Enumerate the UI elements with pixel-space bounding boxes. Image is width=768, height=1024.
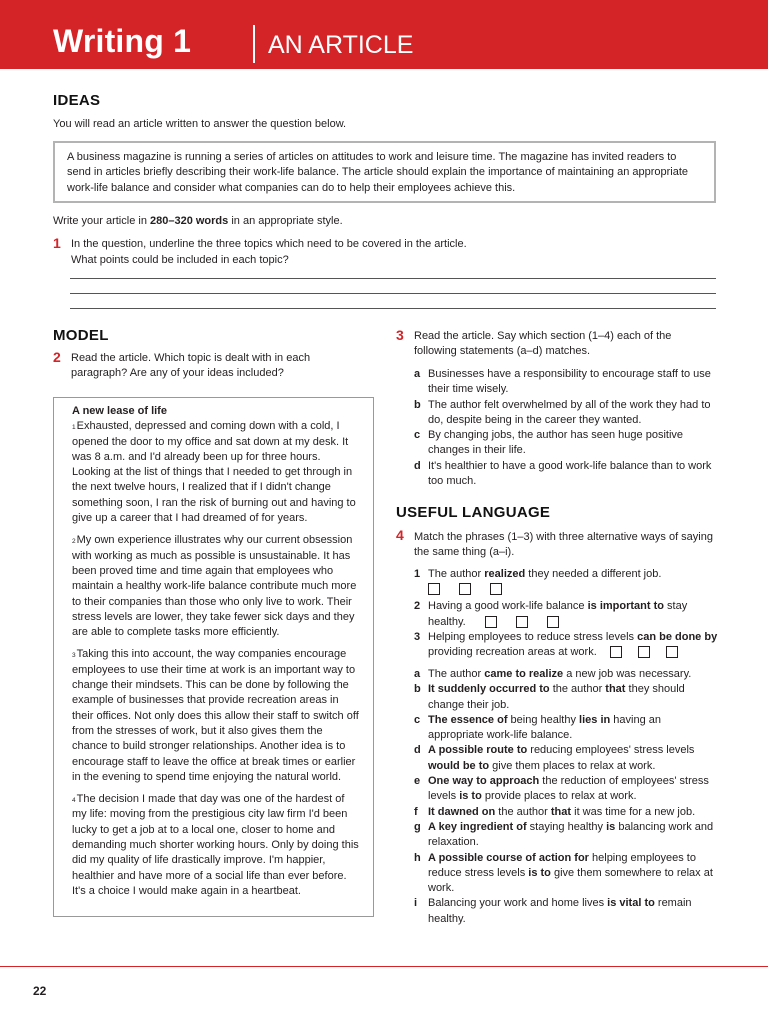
alternative-text: having an appropriate work-life balance.: [428, 713, 661, 742]
statement-d: [414, 459, 714, 490]
title-divider: [253, 25, 255, 63]
answer-checkbox[interactable]: [459, 583, 471, 595]
statement-text: By changing jobs, the author has seen huge positive changes in their life.: [428, 429, 684, 457]
phrase-number: 3: [414, 630, 421, 643]
task-4-text: Match the phrases (1–3) with three alternative ways of saying the same thing (a–i).: [414, 531, 713, 559]
footer-rule: [0, 966, 768, 967]
alternative-key: One way to approach: [428, 775, 540, 788]
alternative-a: [414, 667, 719, 682]
alternatives-list: [414, 667, 719, 927]
alternative-text: staying healthy: [526, 820, 607, 833]
ideas-intro: You will read an article written to answer the question below.: [53, 118, 347, 130]
phrase-text: The author: [428, 568, 485, 580]
alternative-text: it was time for a new job.: [571, 805, 696, 818]
alternative-d: [414, 743, 719, 774]
alternative-key: A possible course of action for: [428, 851, 589, 864]
alternative-key: is: [606, 820, 616, 833]
page-number: 22: [33, 984, 47, 998]
phrases-list: [414, 567, 719, 660]
phrase-text: Having a good work-life balance: [428, 600, 588, 613]
article-paragraph-2: [72, 533, 361, 640]
answer-checkbox[interactable]: [428, 583, 440, 595]
unit-subtitle: AN ARTICLE: [268, 31, 414, 59]
alternative-text: Balancing your work and home lives: [428, 897, 608, 910]
alternative-text: a new job was necessary.: [563, 668, 692, 680]
phrase-text: they needed a different job.: [525, 568, 662, 580]
answer-checkbox[interactable]: [547, 616, 559, 628]
word-count: 280–320 words: [150, 215, 229, 227]
task-4-number: 4: [396, 527, 404, 543]
alternative-i: [414, 896, 719, 927]
statement-letter: d: [414, 459, 421, 472]
statement-letter: c: [414, 429, 421, 442]
answer-checkbox[interactable]: [666, 646, 678, 658]
phrase-text: Helping employees to reduce stress levels: [428, 630, 638, 643]
statement-letter: b: [414, 398, 421, 411]
task-2-number: 2: [53, 349, 61, 365]
alternative-text: The author: [428, 668, 485, 680]
phrase-key: can be done by: [637, 630, 718, 643]
alternative-letter: d: [414, 744, 421, 757]
page-header: [0, 0, 768, 69]
alternative-letter: f: [414, 805, 418, 818]
write-pre: Write your article in: [53, 215, 150, 227]
alternative-e: [414, 774, 719, 805]
statement-text: Businesses have a responsibility to encourage staff to use their time wisely.: [428, 368, 711, 396]
paragraph-text: Exhausted, depressed and coming down with a cold, I opened the door to my office and sat down at my desk. It was 8 a.m. and I'd already been up for three hours. Looking at the list of things that I needed to get through in the next twelve hours, I realized that if I didn't change something soon, I ran the risk of burning out and having to give up a career that I had dreamed of for years.: [72, 420, 356, 525]
paragraph-text: My own experience illustrates why our current obsession with working as much as possible is unsustainable. It has been proved time and time again that employees who maintain a healthy work-life balance contribute much more to their companies than those who only live to work. Their stress levels are lower, they take fewer sick days and they are able to complete tasks more efficiently.: [72, 534, 357, 639]
alternative-key: A possible route to: [428, 744, 528, 757]
task-3-text: Read the article. Say which section (1–4) each of the following statements (a–d) matches.: [414, 330, 672, 358]
alternative-text: balancing work and relaxation.: [428, 820, 714, 849]
exam-question-text: A business magazine is running a series of articles on attitudes to work and leisure time. The magazine has invited readers to send in articles briefly describing their work-life balance. The article should explain the importance of maintaining an appropriate work-life balance and consider what companies can do to help their employees achieve this.: [67, 151, 689, 194]
phrase-text: stay healthy.: [428, 600, 688, 628]
alternative-text: the author: [495, 805, 551, 818]
alternative-key: is to: [459, 790, 482, 803]
phrase-key: realized: [484, 568, 526, 580]
alternative-text: reducing employees' stress levels: [527, 744, 695, 757]
statement-text: The author felt overwhelmed by all of the work they had to do, despite being in the career they wanted.: [428, 398, 711, 426]
alternative-text: remain healthy.: [428, 897, 692, 925]
phrase-2: [414, 599, 719, 630]
alternative-text: give them somewhere to relax at work.: [428, 866, 713, 895]
alternative-letter: g: [414, 820, 421, 833]
phrase-3: [414, 630, 719, 661]
answer-checkbox[interactable]: [610, 646, 622, 658]
exam-question-box: [53, 141, 716, 203]
answer-checkbox[interactable]: [490, 583, 502, 595]
article-title: A new lease of life: [72, 405, 167, 417]
paragraph-number: 3: [72, 652, 76, 660]
alternative-c: [414, 713, 719, 744]
answer-line-2[interactable]: [70, 293, 716, 294]
statement-letter: a: [414, 368, 421, 380]
answer-checkbox[interactable]: [485, 616, 497, 628]
alternative-key: that: [550, 805, 572, 818]
phrase-number: 2: [414, 600, 421, 613]
answer-line-1[interactable]: [70, 278, 716, 279]
alternative-key: that: [605, 683, 626, 696]
alternative-letter: a: [414, 668, 421, 680]
alternative-letter: b: [414, 683, 421, 696]
alternative-text: being healthy: [507, 713, 580, 726]
ideas-heading: IDEAS: [53, 92, 101, 109]
alternative-key: would be to: [428, 759, 490, 772]
answer-checkbox[interactable]: [638, 646, 650, 658]
article-paragraph-1: [72, 419, 361, 526]
model-article: [53, 397, 374, 917]
alternative-h: [414, 851, 719, 897]
phrase-key: is important to: [587, 600, 664, 613]
unit-title: Writing 1: [53, 23, 192, 59]
alternative-letter: i: [414, 897, 418, 910]
alternative-text: provide places to relax at work.: [481, 790, 637, 803]
task-1-line-1: In the question, underline the three topics which need to be covered in the article.: [71, 238, 467, 250]
alternative-key: It dawned on: [428, 805, 496, 818]
paragraph-number: 2: [72, 538, 76, 546]
task-1-number: 1: [53, 235, 61, 251]
alternative-key: It suddenly occurred to: [428, 683, 550, 696]
phrase-text: providing recreation areas at work.: [428, 646, 597, 659]
alternative-g: [414, 820, 719, 851]
alternative-key: is to: [528, 866, 551, 879]
alternative-key: is vital to: [607, 897, 655, 910]
article-paragraph-3: [72, 647, 361, 785]
write-post: in an appropriate style.: [228, 215, 343, 227]
model-heading: MODEL: [53, 327, 109, 344]
alternative-text: they should change their job.: [428, 683, 685, 711]
answer-line-3[interactable]: [70, 308, 716, 309]
statement-c: [414, 428, 714, 459]
paragraph-text: The decision I made that day was one of the hardest of my life: moving from the prestigious city law firm I'd been lucky to get a job at to a local one, closer to home and demanding much shorter working hours. Only by doing this did my quality of life drastically improve. I'm happier, healthier and have more of a social life than ever before. It's a choice I would make again in a heartbeat.: [72, 793, 359, 897]
alternative-key: The essence of: [428, 713, 508, 726]
alternative-letter: e: [414, 775, 421, 788]
phrase-1: [414, 567, 719, 582]
answer-checkbox[interactable]: [516, 616, 528, 628]
article-paragraph-4: [72, 792, 361, 899]
statement-text: It's healthier to have a good work-life balance than to work too much.: [428, 459, 712, 488]
answer-boxes-1: [414, 582, 719, 599]
alternative-text: give them places to relax at work.: [489, 759, 656, 772]
alternative-b: [414, 682, 719, 713]
task-3-number: 3: [396, 327, 404, 343]
paragraph-number: 1: [72, 424, 76, 432]
statement-b: [414, 398, 714, 429]
task-2-text: Read the article. Which topic is dealt with in each paragraph? Are any of your ideas included?: [71, 352, 311, 380]
alternative-text: the reduction of employees' stress levels: [428, 775, 709, 803]
word-count-instruction: [53, 214, 713, 229]
alternative-key: lies in: [579, 713, 611, 726]
phrase-number: 1: [414, 568, 421, 580]
alternative-text: helping employees to reduce stress levels: [428, 851, 696, 879]
alternative-letter: h: [414, 851, 421, 864]
task-1-line-2: What points could be included in each topic?: [71, 254, 289, 266]
alternative-f: [414, 805, 719, 820]
paragraph-text: Taking this into account, the way companies encourage employees to use their time at work is an important way to change their mindsets. This can be done by following the example of businesses that provide recreation areas in their offices. Not only does this allow their staff to switch off from the stresses of work, but it also gives them the chance to build stronger relationships. Another idea is to encourage staff to leave the office at break times or earlier in the evening to spend time enjoying the natural world.: [72, 648, 359, 783]
alternative-key: A key ingredient of: [428, 820, 527, 833]
useful-language-heading: USEFUL LANGUAGE: [396, 504, 551, 521]
alternative-letter: c: [414, 713, 421, 726]
statements-list: [414, 367, 714, 489]
paragraph-number: 4: [72, 797, 76, 805]
statement-a: [414, 367, 714, 398]
alternative-text: the author: [549, 683, 606, 696]
alternative-key: came to realize: [484, 668, 564, 680]
